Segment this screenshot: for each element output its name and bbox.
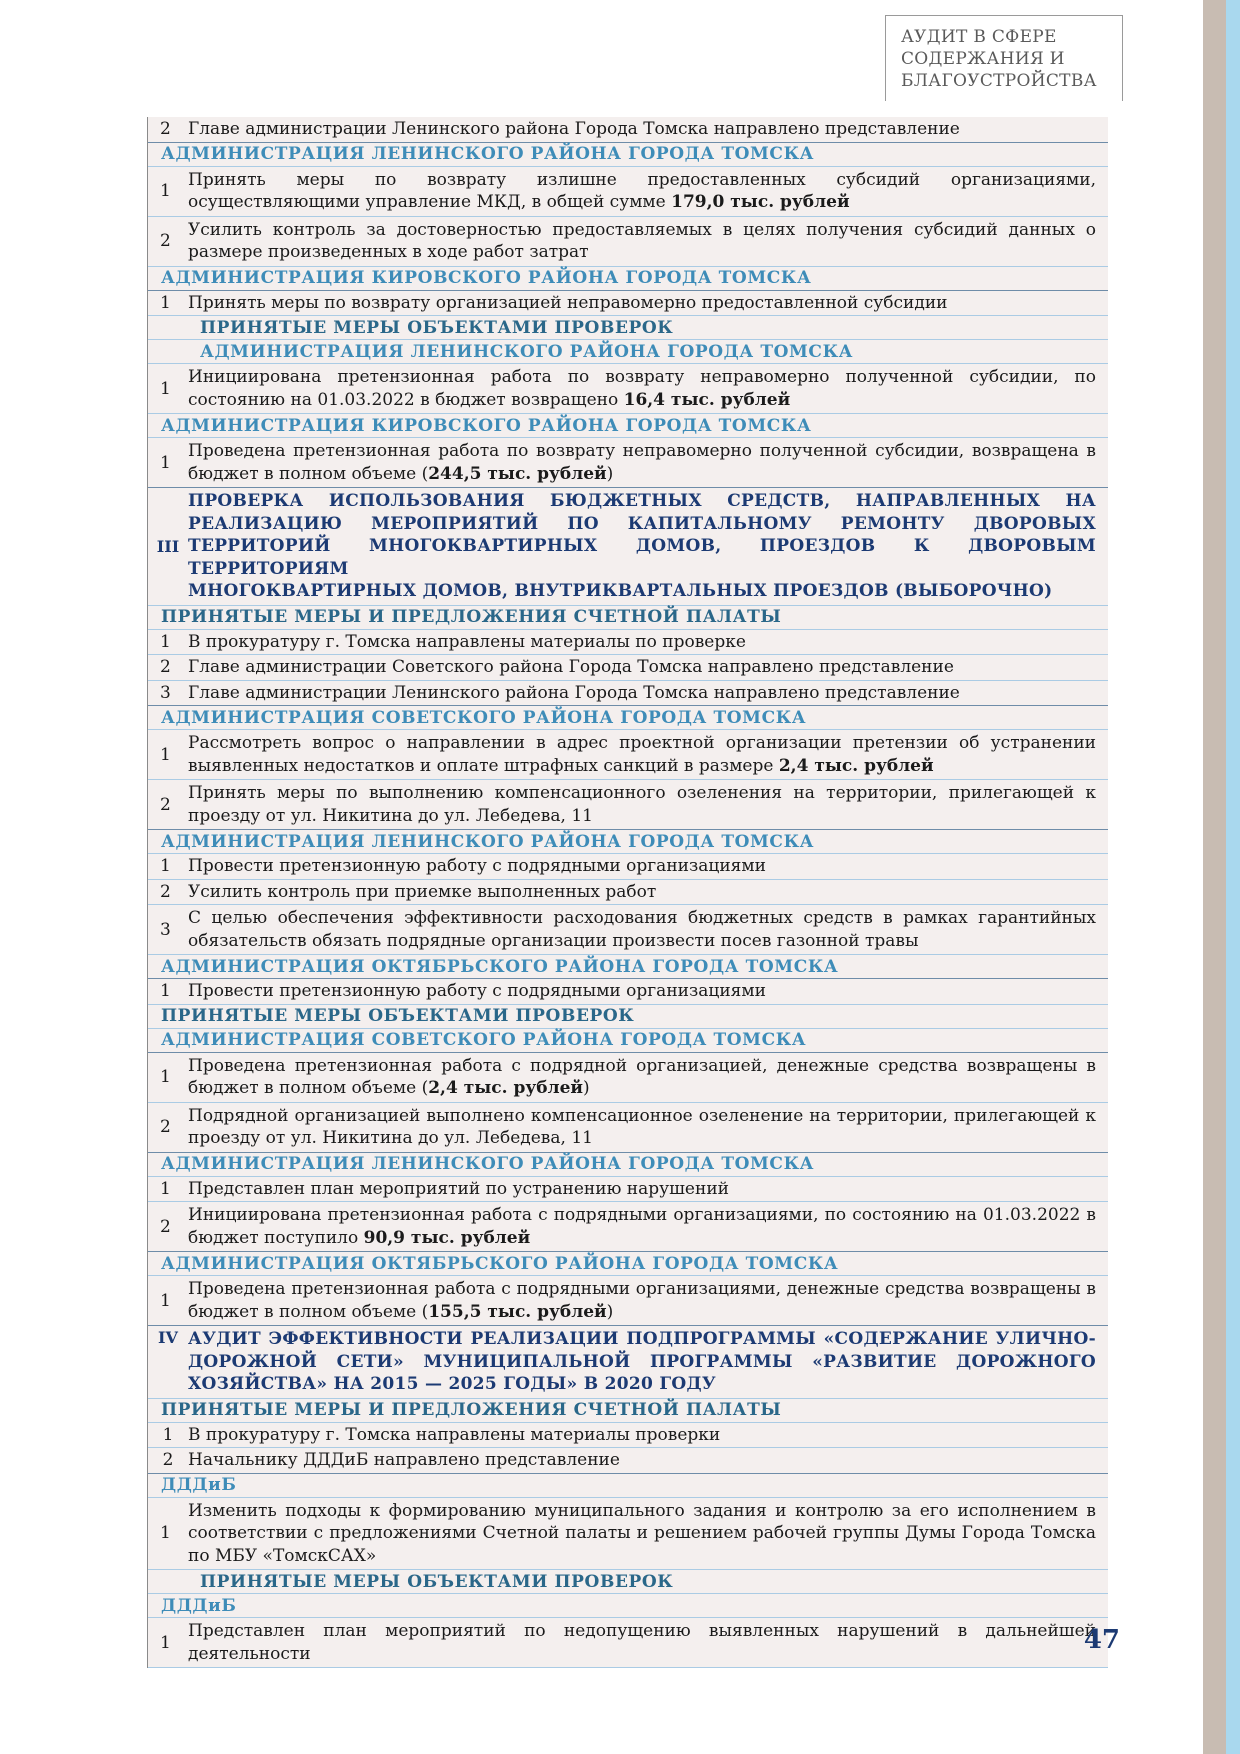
table-row (148, 1103, 1108, 1153)
table-row (148, 167, 1108, 217)
row-number: 2 (160, 231, 171, 251)
table-row (148, 630, 1108, 656)
table-row (148, 854, 1108, 880)
row-text: Главе администрации Советского района Города Томска направлено представление (188, 657, 954, 677)
audit-section-heading (148, 1326, 1108, 1399)
row-amount: 155,5 тыс. рублей (428, 1301, 607, 1322)
row-number: 1 (160, 452, 171, 473)
audit-section-heading (148, 488, 1108, 606)
row-text-main: Проведена претензионная работа с подрядной организацией, денежные средства возвращены в бюджет в полном объеме ( (188, 1055, 1096, 1098)
roman-number: III (156, 536, 180, 556)
row-text (188, 167, 1108, 216)
row-number: 2 (160, 657, 171, 678)
section-heading: АДМИНИСТРАЦИЯ СОВЕТСКОГО РАЙОНА ГОРОДА ТОМСКА (148, 1029, 1108, 1053)
table-row (148, 1448, 1108, 1474)
row-number: 2 (160, 1216, 171, 1237)
audit-title-main: ПРОВЕРКА ИСПОЛЬЗОВАНИЯ БЮДЖЕТНЫХ СРЕДСТВ, НАПРАВЛЕННЫХ НА РЕАЛИЗАЦИЮ МЕРОПРИЯТИЙ ПО КАПИТАЛЬНОМУ РЕМОНТУ ДВОРОВЫХ ТЕРРИТОРИЙ МНОГОКВАРТИРНЫХ ДОМОВ, ПРОЕЗДОВ К ДВОРОВЫМ ТЕРРИТОРИЯМ (188, 491, 1096, 579)
row-text: Начальнику ДДДиБ направлено представление (188, 1450, 620, 1470)
row-text-main: Инициирована претензионная работа с подрядными организациями, по состоянию на 01.03.2022 в бюджет поступило (188, 1205, 1096, 1248)
table-row (148, 1053, 1108, 1103)
side-strip-gray (1203, 0, 1226, 1754)
row-text-after: ) (606, 463, 614, 484)
row-text: Главе администрации Ленинского района Города Томска направлено представление (188, 682, 960, 703)
table-row (148, 217, 1108, 267)
row-number: 1 (160, 744, 171, 765)
row-number: 1 (160, 1178, 171, 1199)
row-text: Представлен план мероприятий по устранению нарушений (188, 1178, 729, 1199)
section-heading: АДМИНИСТРАЦИЯ ОКТЯБРЬСКОГО РАЙОНА ГОРОДА ТОМСКА (148, 1252, 1108, 1276)
table-row (148, 681, 1108, 707)
row-text (188, 1276, 1108, 1325)
table-row (148, 291, 1108, 317)
row-number: 2 (160, 881, 171, 902)
row-amount: 244,5 тыс. рублей (428, 463, 607, 484)
row-amount: 16,4 тыс. рублей (623, 389, 791, 410)
audit-title-last-line: МНОГОКВАРТИРНЫХ ДОМОВ, ВНУТРИКВАРТАЛЬНЫХ ПРОЕЗДОВ (ВЫБОРОЧНО) (188, 581, 1053, 601)
measures-table (147, 117, 1108, 1668)
row-number: 1 (160, 292, 171, 313)
row-text: Представлен план мероприятий по недопущению выявленных нарушений в дальнейшей деятельности (188, 1621, 1096, 1664)
table-row (148, 1423, 1108, 1449)
section-heading: ПРИНЯТЫЕ МЕРЫ И ПРЕДЛОЖЕНИЯ СЧЕТНОЙ ПАЛАТЫ (148, 606, 1108, 630)
section-heading: АДМИНИСТРАЦИЯ ЛЕНИНСКОГО РАЙОНА ГОРОДА ТОМСКА (148, 830, 1108, 854)
section-heading: АДМИНИСТРАЦИЯ КИРОВСКОГО РАЙОНА ГОРОДА ТОМСКА (148, 267, 1108, 291)
row-number: 1 (160, 378, 171, 399)
row-text: Усилить контроль при приемке выполненных работ (188, 881, 657, 902)
section-heading: ДДДиБ (148, 1474, 1108, 1498)
row-text: С целью обеспечения эффективности расходования бюджетных средств в рамках гарантийных обязательств обязать подрядные организации произвести посев газонной травы (188, 908, 1096, 951)
row-text: Провести претензионную работу с подрядными организациями (188, 856, 766, 876)
section-heading: ПРИНЯТЫЕ МЕРЫ ОБЪЕКТАМИ ПРОВЕРОК (148, 316, 1108, 340)
table-row (148, 117, 1108, 143)
table-row (148, 905, 1108, 955)
row-number: 2 (160, 1117, 171, 1137)
row-amount: 2,4 тыс. рублей (778, 755, 934, 776)
row-text: В прокуратуру г. Томска направлены материалы по проверке (188, 631, 746, 652)
row-number: 1 (162, 1424, 174, 1445)
row-text-main: Проведена претензионная работа с подрядными организациями, денежные средства возвращены в бюджет в полном объеме ( (188, 1279, 1096, 1322)
row-number: 1 (160, 631, 171, 652)
row-text (188, 438, 1108, 487)
row-text: Подрядной организацией выполнено компенсационное озеленение на территории, прилегающей к проезду от ул. Никитина до ул. Лебедева, 11 (188, 1105, 1096, 1148)
audit-title (188, 1326, 1108, 1398)
row-number: 3 (160, 919, 171, 940)
header-line-1: АУДИТ В СФЕРЕ (901, 27, 1057, 47)
section-heading: ДДДиБ (148, 1594, 1108, 1618)
row-amount: 2,4 тыс. рублей (428, 1078, 583, 1098)
row-number: 3 (160, 682, 171, 703)
header-line-2: СОДЕРЖАНИЯ И (901, 49, 1065, 69)
row-number: 2 (162, 1450, 174, 1471)
audit-title-last-line: ХОЗЯЙСТВА» НА 2015 — 2025 ГОДЫ» В 2020 ГОДУ (188, 1374, 716, 1394)
header-line-3: БЛАГОУСТРОЙСТВА (901, 71, 1097, 91)
table-row (148, 880, 1108, 906)
row-text (188, 364, 1108, 413)
row-amount: 90,9 тыс. рублей (363, 1227, 531, 1248)
row-text-main: Инициирована претензионная работа по возврату неправомерно полученной субсидии, по состоянию на 01.03.2022 в бюджет возвращено (188, 367, 1096, 410)
row-number: 1 (160, 1067, 171, 1087)
section-heading: АДМИНИСТРАЦИЯ ЛЕНИНСКОГО РАЙОНА ГОРОДА ТОМСКА (148, 340, 1108, 364)
table-row (148, 1177, 1108, 1203)
table-row (148, 438, 1108, 488)
page-number: 47 (1083, 1625, 1120, 1655)
row-amount: 179,0 тыс. рублей (671, 192, 850, 212)
row-number: 1 (160, 1523, 171, 1544)
row-number: 1 (160, 856, 171, 877)
row-text-main: Проведена претензионная работа по возврату неправомерно полученной субсидии, возвращена в бюджет в полном объеме ( (188, 441, 1096, 484)
row-number: 1 (160, 1632, 171, 1653)
section-heading: ПРИНЯТЫЕ МЕРЫ ОБЪЕКТАМИ ПРОВЕРОК (148, 1005, 1108, 1029)
table-row (148, 655, 1108, 681)
table-row (148, 1618, 1108, 1668)
row-text: Главе администрации Ленинского района Города Томска направлено представление (188, 119, 960, 139)
table-row (148, 364, 1108, 414)
audit-title (188, 488, 1108, 605)
row-text: Изменить подходы к формированию муниципального задания и контролю за его исполнением в соответствии с предложениями Счетной палаты и решением рабочей группы Думы Города Томска по МБУ «ТомскСАХ» (188, 1500, 1096, 1566)
table-row (148, 1498, 1108, 1571)
table-row (148, 1202, 1108, 1252)
row-text: Усилить контроль за достоверностью предоставляемых в целях получения субсидий данных о размере произведенных в ходе работ затрат (188, 219, 1096, 262)
row-text: Принять меры по возврату организацией неправомерно предоставленной субсидии (188, 292, 948, 313)
table-row (148, 979, 1108, 1005)
section-heading: АДМИНИСТРАЦИЯ ЛЕНИНСКОГО РАЙОНА ГОРОДА ТОМСКА (148, 1153, 1108, 1177)
section-heading: ПРИНЯТЫЕ МЕРЫ ОБЪЕКТАМИ ПРОВЕРОК (148, 1570, 1108, 1594)
row-number: 1 (160, 981, 171, 1002)
row-number: 2 (160, 794, 171, 815)
section-heading: АДМИНИСТРАЦИЯ ОКТЯБРЬСКОГО РАЙОНА ГОРОДА ТОМСКА (148, 955, 1108, 979)
row-number: 1 (160, 181, 171, 201)
section-heading: АДМИНИСТРАЦИЯ КИРОВСКОГО РАЙОНА ГОРОДА ТОМСКА (148, 414, 1108, 438)
row-text (188, 1053, 1108, 1102)
row-text: Принять меры по выполнению компенсационного озеленения на территории, прилегающей к проезду от ул. Никитина до ул. Лебедева, 11 (188, 783, 1096, 826)
table-row (148, 730, 1108, 780)
row-text: Провести претензионную работу с подрядными организациями (188, 981, 766, 1001)
row-text (188, 1202, 1108, 1251)
section-heading: АДМИНИСТРАЦИЯ ЛЕНИНСКОГО РАЙОНА ГОРОДА ТОМСКА (148, 143, 1108, 167)
table-row (148, 1276, 1108, 1326)
row-text-after: ) (606, 1301, 614, 1322)
row-number: 2 (160, 119, 171, 140)
row-text: В прокуратуру г. Томска направлены материалы проверки (188, 1424, 721, 1445)
row-number: 1 (160, 1290, 171, 1311)
row-text (188, 730, 1108, 779)
side-strip-blue (1226, 0, 1240, 1754)
roman-number: IV (158, 1328, 178, 1347)
running-header (885, 15, 1123, 101)
section-heading: ПРИНЯТЫЕ МЕРЫ И ПРЕДЛОЖЕНИЯ СЧЕТНОЙ ПАЛАТЫ (148, 1399, 1108, 1423)
row-text-main: Рассмотреть вопрос о направлении в адрес проектной организации претензии об устранении выявленных недостатков и оплате штрафных санкций в размере (188, 733, 1096, 776)
audit-title-main: АУДИТ ЭФФЕКТИВНОСТИ РЕАЛИЗАЦИИ ПОДПРОГРАММЫ «СОДЕРЖАНИЕ УЛИЧНО-ДОРОЖНОЙ СЕТИ» МУНИЦИПАЛЬНОЙ ПРОГРАММЫ «РАЗВИТИЕ ДОРОЖНОГО (188, 1329, 1096, 1372)
row-text-main: Принять меры по возврату излишне предоставленных субсидий организациями, осуществляющими управление МКД, в общей сумме (188, 169, 1096, 212)
section-heading: АДМИНИСТРАЦИЯ СОВЕТСКОГО РАЙОНА ГОРОДА ТОМСКА (148, 706, 1108, 730)
row-text-after: ) (583, 1078, 590, 1098)
table-row (148, 780, 1108, 830)
